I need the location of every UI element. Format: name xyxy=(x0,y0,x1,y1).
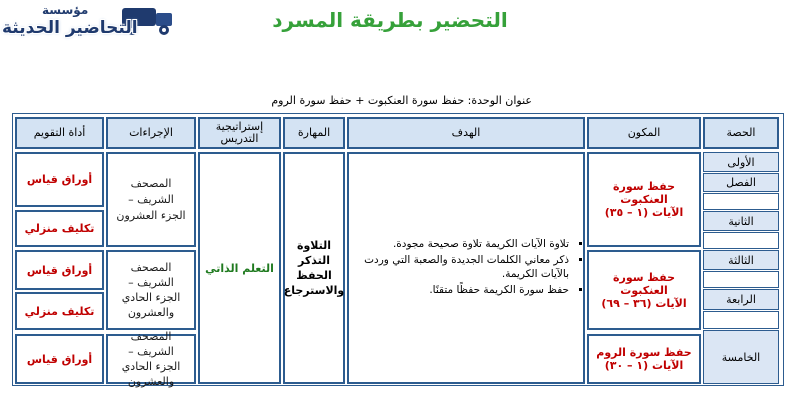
component-cell-3 xyxy=(587,334,701,384)
assessment-text-1: أوراق قياس xyxy=(26,173,93,186)
assessment-cell-5 xyxy=(15,334,104,384)
procedure-cell-2 xyxy=(106,250,196,330)
component-cell-1 xyxy=(587,152,701,247)
component-cell-2 xyxy=(587,250,701,330)
lesson-cell-2: الفصل xyxy=(703,173,779,192)
component-3-verses: الآيات (١ – ٣٠) xyxy=(604,359,684,372)
assessment-text-4: تكليف منزلي xyxy=(24,304,95,318)
lesson-cell-1: الأولى xyxy=(703,152,779,172)
skill-item: والاسترجاع xyxy=(283,284,345,297)
header-component: المكون xyxy=(587,117,701,149)
logo-text-line1: مؤسسة xyxy=(42,3,89,17)
header-lesson: الحصة xyxy=(703,117,779,149)
assessment-cell-1 xyxy=(15,152,104,207)
component-1-name: حفظ سورة العنكبوت xyxy=(613,180,675,206)
lesson-blank-1 xyxy=(703,193,779,210)
assessment-cell-2 xyxy=(15,210,104,247)
goal-item: ▪ تلاوة الآيات الكريمة تلاوة صحيحة مجودة. xyxy=(349,237,569,251)
goal-item: ▪ حفظ سورة الكريمة حفظًا متقنًا. xyxy=(349,283,569,297)
header-skill: المهارة xyxy=(283,117,345,149)
procedure-text-2: المصحف الشريف – الجزء الحادي والعشرون xyxy=(121,261,181,319)
procedure-text-1: المصحف الشريف – الجزء العشرون xyxy=(116,176,186,222)
goal-list xyxy=(349,237,583,299)
lesson-cell-6: الخامسة xyxy=(703,330,779,384)
component-3-name: حفظ سورة الروم xyxy=(596,346,692,359)
procedure-cell-1 xyxy=(106,152,196,247)
assessment-text-2: تكليف منزلي xyxy=(24,222,95,235)
skill-item: التذكر xyxy=(298,254,330,267)
component-2-name: حفظ سورة العنكبوت xyxy=(613,270,675,297)
procedure-text-3: المصحف الشريف – الجزء الحادي والعشرون xyxy=(121,330,181,388)
lesson-blank-3 xyxy=(703,271,779,288)
goal-item: ▪ ذكر معاني الكلمات الجديدة والصعبة التي وردت بالآيات الكريمة. xyxy=(349,253,569,281)
component-2-verses: الآيات (٣٦ – ٦٩) xyxy=(601,296,687,310)
goal-cell xyxy=(347,152,585,384)
skill-item: التلاوة xyxy=(296,239,332,252)
assessment-cell-3 xyxy=(15,250,104,290)
strategy-text: التعلم الذاتي xyxy=(205,261,274,275)
assessment-text-3: أوراق قياس xyxy=(26,263,93,277)
lesson-blank-2 xyxy=(703,232,779,249)
lesson-cell-5: الرابعة xyxy=(703,289,779,310)
logo-text-line2: التحاضير الحديثة xyxy=(2,18,138,38)
lesson-cell-3: الثانية xyxy=(703,211,779,231)
header-assessment: أداة التقويم xyxy=(15,117,104,149)
logo xyxy=(0,0,180,44)
lesson-blank-4 xyxy=(703,311,779,329)
strategy-cell xyxy=(198,152,281,384)
unit-title: عنوان الوحدة: حفظ سورة العنكبوت + حفظ سورة الروم xyxy=(271,94,532,107)
header-goal: الهدف xyxy=(347,117,585,149)
lesson-cell-4: الثالثة xyxy=(703,250,779,270)
skill-item: الحفظ xyxy=(296,269,332,282)
assessment-cell-4 xyxy=(15,292,104,330)
header-strategy: إستراتيجية التدريس xyxy=(198,117,281,149)
skill-cell xyxy=(283,152,345,384)
lesson-plan-table xyxy=(12,113,784,386)
procedure-cell-3 xyxy=(106,330,196,388)
header-procedures: الإجراءات xyxy=(106,117,196,149)
page-title: التحضير بطريقة المسرد xyxy=(272,8,508,32)
assessment-text-5: أوراق قياس xyxy=(26,352,93,366)
component-1-verses: الآيات (١ – ٣٥) xyxy=(604,206,684,219)
